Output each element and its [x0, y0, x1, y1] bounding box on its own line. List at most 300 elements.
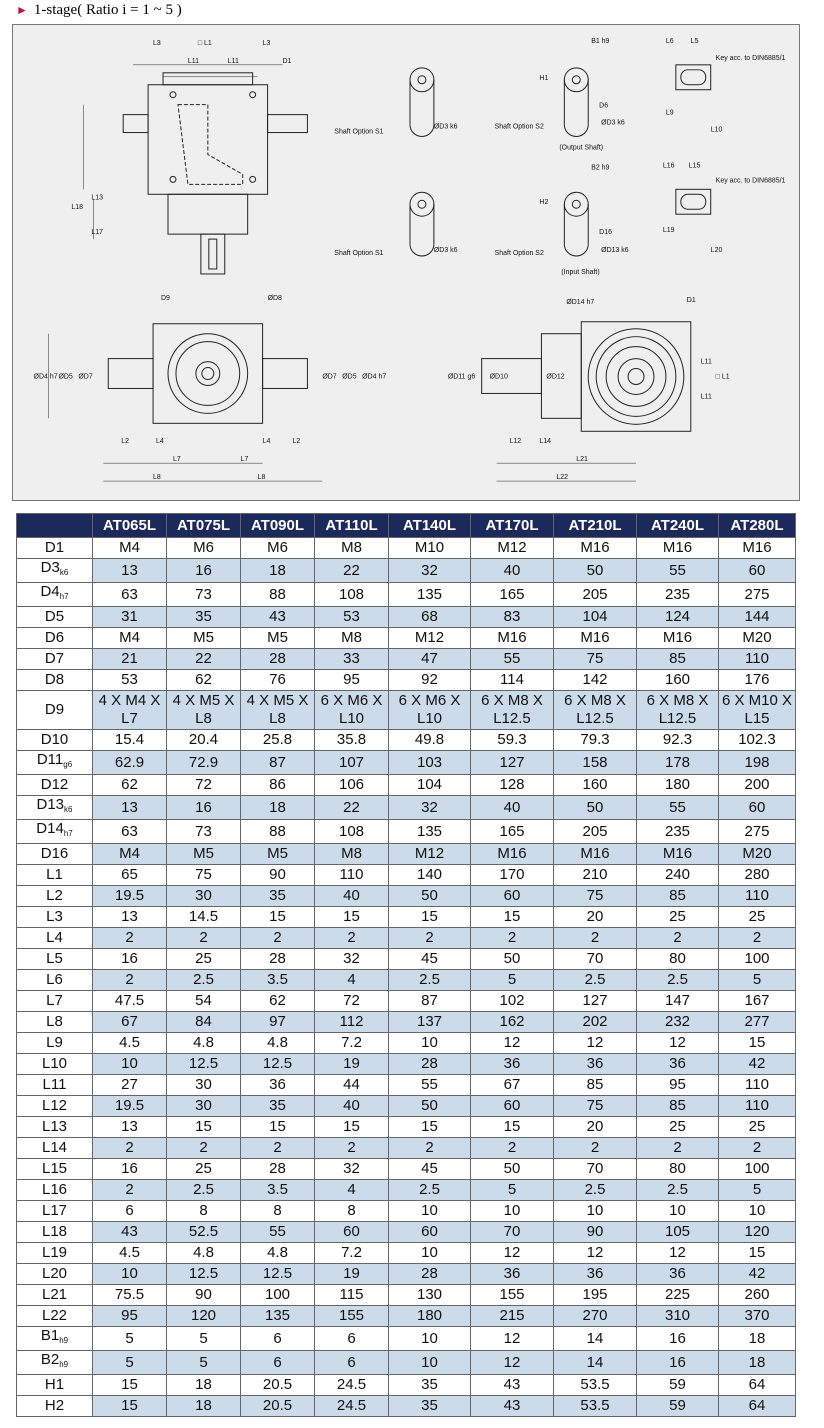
- table-cell: 4: [315, 1180, 389, 1201]
- table-cell: 12: [637, 1243, 719, 1264]
- table-cell: 6 X M8 X L12.5: [554, 691, 637, 730]
- table-cell: 75: [554, 1096, 637, 1117]
- label-d8: ØD8: [267, 294, 282, 302]
- row-label-text: L7: [46, 992, 63, 1009]
- row-label: [17, 928, 93, 949]
- table-cell: 70: [554, 949, 637, 970]
- table-cell: 160: [637, 670, 719, 691]
- label-l1: □ L1: [197, 39, 212, 47]
- table-cell: 15: [389, 907, 471, 928]
- label-l7: L7: [172, 456, 181, 464]
- table-cell: 87: [241, 751, 315, 775]
- table-cell: 6: [315, 1351, 389, 1375]
- table-cell: 2: [315, 928, 389, 949]
- shaft-left: [123, 115, 148, 133]
- table-cell: 12: [554, 1033, 637, 1054]
- table-cell: 200: [719, 775, 796, 796]
- table-cell: 15: [389, 1117, 471, 1138]
- label-d14h7: ØD14 h7: [566, 298, 595, 306]
- row-label-text: L3: [46, 908, 63, 925]
- table-cell: 19: [315, 1054, 389, 1075]
- row-label: [17, 1054, 93, 1075]
- table-cell: 60: [471, 1096, 554, 1117]
- table-cell: 195: [554, 1285, 637, 1306]
- row-label: [17, 1033, 93, 1054]
- row-label: [17, 583, 93, 607]
- table-row: [17, 1033, 796, 1054]
- table-cell: 97: [241, 1012, 315, 1033]
- table-cell: 110: [719, 886, 796, 907]
- table-cell: 73: [167, 583, 241, 607]
- label-l6: L6: [665, 37, 674, 45]
- table-cell: 215: [471, 1306, 554, 1327]
- table-cell: 2: [167, 1138, 241, 1159]
- table-cell: 20.5: [241, 1396, 315, 1417]
- row-label-text: D7: [44, 650, 65, 667]
- table-cell: 2: [93, 1180, 167, 1201]
- section-title-text: 1-stage( Ratio i = 1 ~ 5 ): [33, 2, 182, 18]
- table-cell: 6 X M10 X L15: [719, 691, 796, 730]
- column-header: AT140L: [389, 514, 471, 538]
- table-cell: 80: [637, 949, 719, 970]
- table-cell: 106: [315, 775, 389, 796]
- table-cell: 6 X M6 X L10: [389, 691, 471, 730]
- table-cell: 53.5: [554, 1396, 637, 1417]
- table-cell: 63: [93, 583, 167, 607]
- row-label: [17, 751, 93, 775]
- table-cell: 50: [389, 886, 471, 907]
- gearbox-bottom: [168, 194, 248, 234]
- table-row: [17, 628, 796, 649]
- table-cell: 155: [471, 1285, 554, 1306]
- table-cell: 115: [315, 1285, 389, 1306]
- table-cell: 270: [554, 1306, 637, 1327]
- table-cell: 30: [167, 1096, 241, 1117]
- table-cell: 4.5: [93, 1243, 167, 1264]
- label-l11-b: L11: [227, 57, 239, 65]
- table-row: [17, 730, 796, 751]
- table-cell: 142: [554, 670, 637, 691]
- table-cell: 5: [93, 1351, 167, 1375]
- label-d4h7: ØD4 h7: [33, 373, 58, 381]
- row-label-text: D11: [36, 751, 64, 768]
- row-label: [17, 970, 93, 991]
- table-cell: 85: [637, 1096, 719, 1117]
- table-cell: 55: [637, 559, 719, 583]
- table-cell: 2: [719, 1138, 796, 1159]
- table-cell: 235: [637, 820, 719, 844]
- label-l22: L22: [556, 474, 569, 482]
- table-cell: M16: [719, 538, 796, 559]
- table-cell: 42: [719, 1264, 796, 1285]
- table-cell: 2: [93, 970, 167, 991]
- table-row: [17, 649, 796, 670]
- table-cell: M16: [554, 844, 637, 865]
- table-row: [17, 1201, 796, 1222]
- table-cell: 8: [167, 1201, 241, 1222]
- row-label-text: H2: [44, 1397, 65, 1414]
- bullet-arrow-icon: ►: [16, 3, 28, 17]
- table-cell: 76: [241, 670, 315, 691]
- table-row: [17, 670, 796, 691]
- table-cell: 277: [719, 1012, 796, 1033]
- table-row: [17, 1285, 796, 1306]
- row-label: [17, 886, 93, 907]
- table-cell: 135: [389, 583, 471, 607]
- label-input-shaft: (Input Shaft): [561, 268, 600, 276]
- table-cell: 75.5: [93, 1285, 167, 1306]
- row-label: [17, 991, 93, 1012]
- label-l19: L19: [662, 227, 675, 235]
- table-cell: 64: [719, 1396, 796, 1417]
- table-cell: 5: [93, 1327, 167, 1351]
- table-row: [17, 1138, 796, 1159]
- table-cell: 104: [389, 775, 471, 796]
- row-label-text: L20: [41, 1265, 68, 1282]
- table-cell: 104: [554, 607, 637, 628]
- table-cell: 79.3: [554, 730, 637, 751]
- table-row: [17, 1180, 796, 1201]
- column-header: AT090L: [241, 514, 315, 538]
- label-d10: ØD10: [489, 373, 508, 381]
- table-cell: 12.5: [167, 1054, 241, 1075]
- label-d3k6-c: ØD3 k6: [433, 247, 458, 255]
- table-cell: 2: [315, 1138, 389, 1159]
- label-l11-c: L11: [700, 358, 712, 366]
- header-corner: [17, 514, 93, 538]
- table-cell: 47: [389, 649, 471, 670]
- table-cell: 10: [389, 1033, 471, 1054]
- row-label: [17, 1012, 93, 1033]
- drawing-svg: [13, 25, 799, 500]
- row-label-text: D16: [40, 845, 69, 862]
- table-cell: 7.2: [315, 1243, 389, 1264]
- label-key-output: Key acc. to DIN6885/1: [715, 54, 786, 62]
- table-cell: 2: [389, 928, 471, 949]
- row-label-text: L6: [46, 971, 63, 988]
- row-label-text: L18: [41, 1223, 68, 1240]
- label-d6: D6: [599, 102, 609, 110]
- table-cell: 67: [471, 1075, 554, 1096]
- table-cell: 280: [719, 865, 796, 886]
- table-cell: 53.5: [554, 1375, 637, 1396]
- table-cell: M12: [389, 628, 471, 649]
- table-cell: 108: [315, 820, 389, 844]
- row-label-text: L5: [46, 950, 63, 967]
- table-cell: 52.5: [167, 1222, 241, 1243]
- table-cell: 36: [637, 1264, 719, 1285]
- table-cell: 85: [637, 649, 719, 670]
- table-cell: 15: [241, 1117, 315, 1138]
- table-cell: 18: [167, 1375, 241, 1396]
- table-cell: 12.5: [167, 1264, 241, 1285]
- table-cell: 2.5: [167, 970, 241, 991]
- table-cell: 10: [637, 1201, 719, 1222]
- table-cell: 85: [637, 886, 719, 907]
- table-cell: 165: [471, 820, 554, 844]
- row-label: [17, 670, 93, 691]
- table-row: [17, 1222, 796, 1243]
- table-cell: 88: [241, 820, 315, 844]
- table-cell: 170: [471, 865, 554, 886]
- table-cell: 232: [637, 1012, 719, 1033]
- table-row: [17, 538, 796, 559]
- table-cell: 70: [554, 1159, 637, 1180]
- table-cell: 62: [167, 670, 241, 691]
- column-header: AT240L: [637, 514, 719, 538]
- table-row: [17, 1159, 796, 1180]
- table-cell: 12.5: [241, 1264, 315, 1285]
- row-label: [17, 1243, 93, 1264]
- table-cell: 103: [389, 751, 471, 775]
- table-row: [17, 1243, 796, 1264]
- table-row: [17, 1117, 796, 1138]
- table-cell: 2: [241, 928, 315, 949]
- table-cell: 32: [389, 796, 471, 820]
- row-label: [17, 1159, 93, 1180]
- table-cell: 60: [719, 559, 796, 583]
- row-label: [17, 1351, 93, 1375]
- table-cell: 12: [471, 1033, 554, 1054]
- table-cell: 43: [241, 607, 315, 628]
- table-cell: 6: [315, 1327, 389, 1351]
- row-label: [17, 730, 93, 751]
- table-cell: 68: [389, 607, 471, 628]
- table-cell: 35: [241, 1096, 315, 1117]
- table-row: [17, 583, 796, 607]
- table-cell: 110: [315, 865, 389, 886]
- row-label-text: L22: [41, 1307, 68, 1324]
- row-label-text: L21: [41, 1286, 68, 1303]
- table-cell: 25: [167, 1159, 241, 1180]
- label-l14: L14: [539, 438, 552, 446]
- table-cell: 2.5: [637, 1180, 719, 1201]
- row-label: [17, 1327, 93, 1351]
- table-cell: 44: [315, 1075, 389, 1096]
- table-cell: 40: [315, 886, 389, 907]
- table-cell: 4 X M5 X L8: [167, 691, 241, 730]
- table-cell: 28: [241, 949, 315, 970]
- row-label-text: D3: [40, 559, 60, 576]
- table-cell: 7.2: [315, 1033, 389, 1054]
- table-row: [17, 949, 796, 970]
- table-cell: M16: [471, 844, 554, 865]
- table-row: [17, 1327, 796, 1351]
- table-cell: 240: [637, 865, 719, 886]
- table-cell: 59: [637, 1396, 719, 1417]
- table-cell: M16: [471, 628, 554, 649]
- column-header: AT065L: [93, 514, 167, 538]
- table-cell: 6 X M8 X L12.5: [637, 691, 719, 730]
- table-cell: 102: [471, 991, 554, 1012]
- row-label: [17, 1375, 93, 1396]
- table-cell: M16: [554, 628, 637, 649]
- table-cell: 22: [315, 559, 389, 583]
- label-l11-d: L11: [700, 393, 712, 401]
- table-cell: M4: [93, 844, 167, 865]
- table-cell: M4: [93, 628, 167, 649]
- table-cell: 202: [554, 1012, 637, 1033]
- table-cell: 75: [554, 649, 637, 670]
- row-label-text: D9: [44, 701, 65, 718]
- row-label: [17, 820, 93, 844]
- table-cell: 54: [167, 991, 241, 1012]
- section-title: [16, 2, 182, 19]
- table-cell: 135: [389, 820, 471, 844]
- table-cell: 55: [637, 796, 719, 820]
- table-cell: 70: [471, 1222, 554, 1243]
- row-label-tolerance: g6: [63, 760, 73, 769]
- table-cell: 2: [554, 1138, 637, 1159]
- table-cell: 25: [719, 907, 796, 928]
- table-cell: M16: [637, 844, 719, 865]
- row-label-text: L14: [41, 1139, 68, 1156]
- table-cell: M16: [554, 538, 637, 559]
- table-cell: 24.5: [315, 1396, 389, 1417]
- table-cell: 370: [719, 1306, 796, 1327]
- table-cell: 130: [389, 1285, 471, 1306]
- row-label: [17, 949, 93, 970]
- table-cell: 112: [315, 1012, 389, 1033]
- header-row: [17, 514, 796, 538]
- row-label: [17, 1117, 93, 1138]
- row-label-text: L19: [41, 1244, 68, 1261]
- table-cell: M20: [719, 628, 796, 649]
- table-cell: 18: [241, 796, 315, 820]
- table-cell: 10: [554, 1201, 637, 1222]
- table-cell: 2.5: [167, 1180, 241, 1201]
- table-cell: 16: [637, 1351, 719, 1375]
- label-d7-b: ØD7: [322, 373, 337, 381]
- label-l4-b: L4: [262, 438, 271, 446]
- row-label-tolerance: h9: [59, 1360, 69, 1369]
- table-cell: 47.5: [93, 991, 167, 1012]
- label-d5: ØD5: [58, 373, 73, 381]
- table-row: [17, 886, 796, 907]
- row-label: [17, 1075, 93, 1096]
- table-cell: 43: [471, 1396, 554, 1417]
- table-cell: 36: [554, 1054, 637, 1075]
- label-d12: ØD12: [546, 373, 565, 381]
- table-cell: 55: [471, 649, 554, 670]
- row-label: [17, 1396, 93, 1417]
- table-cell: 10: [389, 1327, 471, 1351]
- table-cell: M16: [637, 628, 719, 649]
- table-cell: 35: [241, 886, 315, 907]
- table-cell: 5: [471, 1180, 554, 1201]
- table-row: [17, 1075, 796, 1096]
- table-cell: 50: [471, 949, 554, 970]
- table-cell: 4.8: [241, 1243, 315, 1264]
- table-cell: 198: [719, 751, 796, 775]
- table-cell: 32: [315, 949, 389, 970]
- table-cell: 18: [167, 1396, 241, 1417]
- label-h1: H1: [539, 74, 549, 82]
- table-cell: 205: [554, 820, 637, 844]
- row-label-tolerance: k6: [64, 805, 73, 814]
- label-l20: L20: [710, 247, 723, 255]
- table-cell: 4: [315, 970, 389, 991]
- technical-drawing: [12, 24, 800, 501]
- input-shaft: [201, 234, 225, 274]
- table-cell: 2.5: [554, 970, 637, 991]
- table-cell: 14.5: [167, 907, 241, 928]
- table-row: [17, 1396, 796, 1417]
- label-l8-b: L8: [257, 474, 266, 482]
- table-cell: 160: [554, 775, 637, 796]
- table-cell: 50: [389, 1096, 471, 1117]
- label-l1-b: □ L1: [715, 373, 730, 381]
- spec-table: [16, 513, 796, 1417]
- table-cell: 62: [241, 991, 315, 1012]
- row-label: [17, 538, 93, 559]
- table-cell: 167: [719, 991, 796, 1012]
- table-cell: 19.5: [93, 886, 167, 907]
- table-cell: 178: [637, 751, 719, 775]
- table-cell: 27: [93, 1075, 167, 1096]
- row-label: [17, 775, 93, 796]
- table-cell: 110: [719, 649, 796, 670]
- row-label-text: H1: [44, 1376, 65, 1393]
- row-label: [17, 1138, 93, 1159]
- table-cell: 4.8: [167, 1033, 241, 1054]
- label-d3k6: ØD3 k6: [433, 123, 458, 131]
- table-cell: 19: [315, 1264, 389, 1285]
- table-cell: 12: [554, 1243, 637, 1264]
- table-cell: 40: [315, 1096, 389, 1117]
- table-cell: 60: [471, 886, 554, 907]
- table-cell: 75: [554, 886, 637, 907]
- table-cell: 2: [389, 1138, 471, 1159]
- table-cell: 18: [719, 1327, 796, 1351]
- table-cell: 25: [637, 907, 719, 928]
- table-cell: M10: [389, 538, 471, 559]
- table-cell: 14: [554, 1327, 637, 1351]
- table-cell: 60: [389, 1222, 471, 1243]
- table-cell: 42: [719, 1054, 796, 1075]
- table-cell: 4.5: [93, 1033, 167, 1054]
- label-key-input: Key acc. to DIN6885/1: [715, 177, 786, 185]
- shaft-right: [268, 115, 308, 133]
- row-label-text: D13: [36, 796, 65, 813]
- label-l2-b: L2: [292, 438, 301, 446]
- table-cell: 21: [93, 649, 167, 670]
- table-cell: 25: [719, 1117, 796, 1138]
- row-label: [17, 628, 93, 649]
- table-cell: 102.3: [719, 730, 796, 751]
- table-cell: 63: [93, 820, 167, 844]
- row-label-text: L1: [46, 866, 63, 883]
- table-cell: 2.5: [389, 1180, 471, 1201]
- table-cell: 12: [471, 1351, 554, 1375]
- table-row: [17, 1375, 796, 1396]
- table-row: [17, 1012, 796, 1033]
- table-cell: 2: [471, 1138, 554, 1159]
- table-cell: 110: [719, 1075, 796, 1096]
- table-cell: 36: [471, 1264, 554, 1285]
- table-cell: 4 X M5 X L8: [241, 691, 315, 730]
- table-row: [17, 970, 796, 991]
- table-row: [17, 775, 796, 796]
- table-cell: 16: [167, 796, 241, 820]
- table-cell: 40: [471, 796, 554, 820]
- row-label: [17, 1222, 93, 1243]
- table-cell: 36: [554, 1264, 637, 1285]
- table-cell: 2: [719, 928, 796, 949]
- table-row: [17, 1264, 796, 1285]
- table-cell: 83: [471, 607, 554, 628]
- table-cell: 12.5: [241, 1054, 315, 1075]
